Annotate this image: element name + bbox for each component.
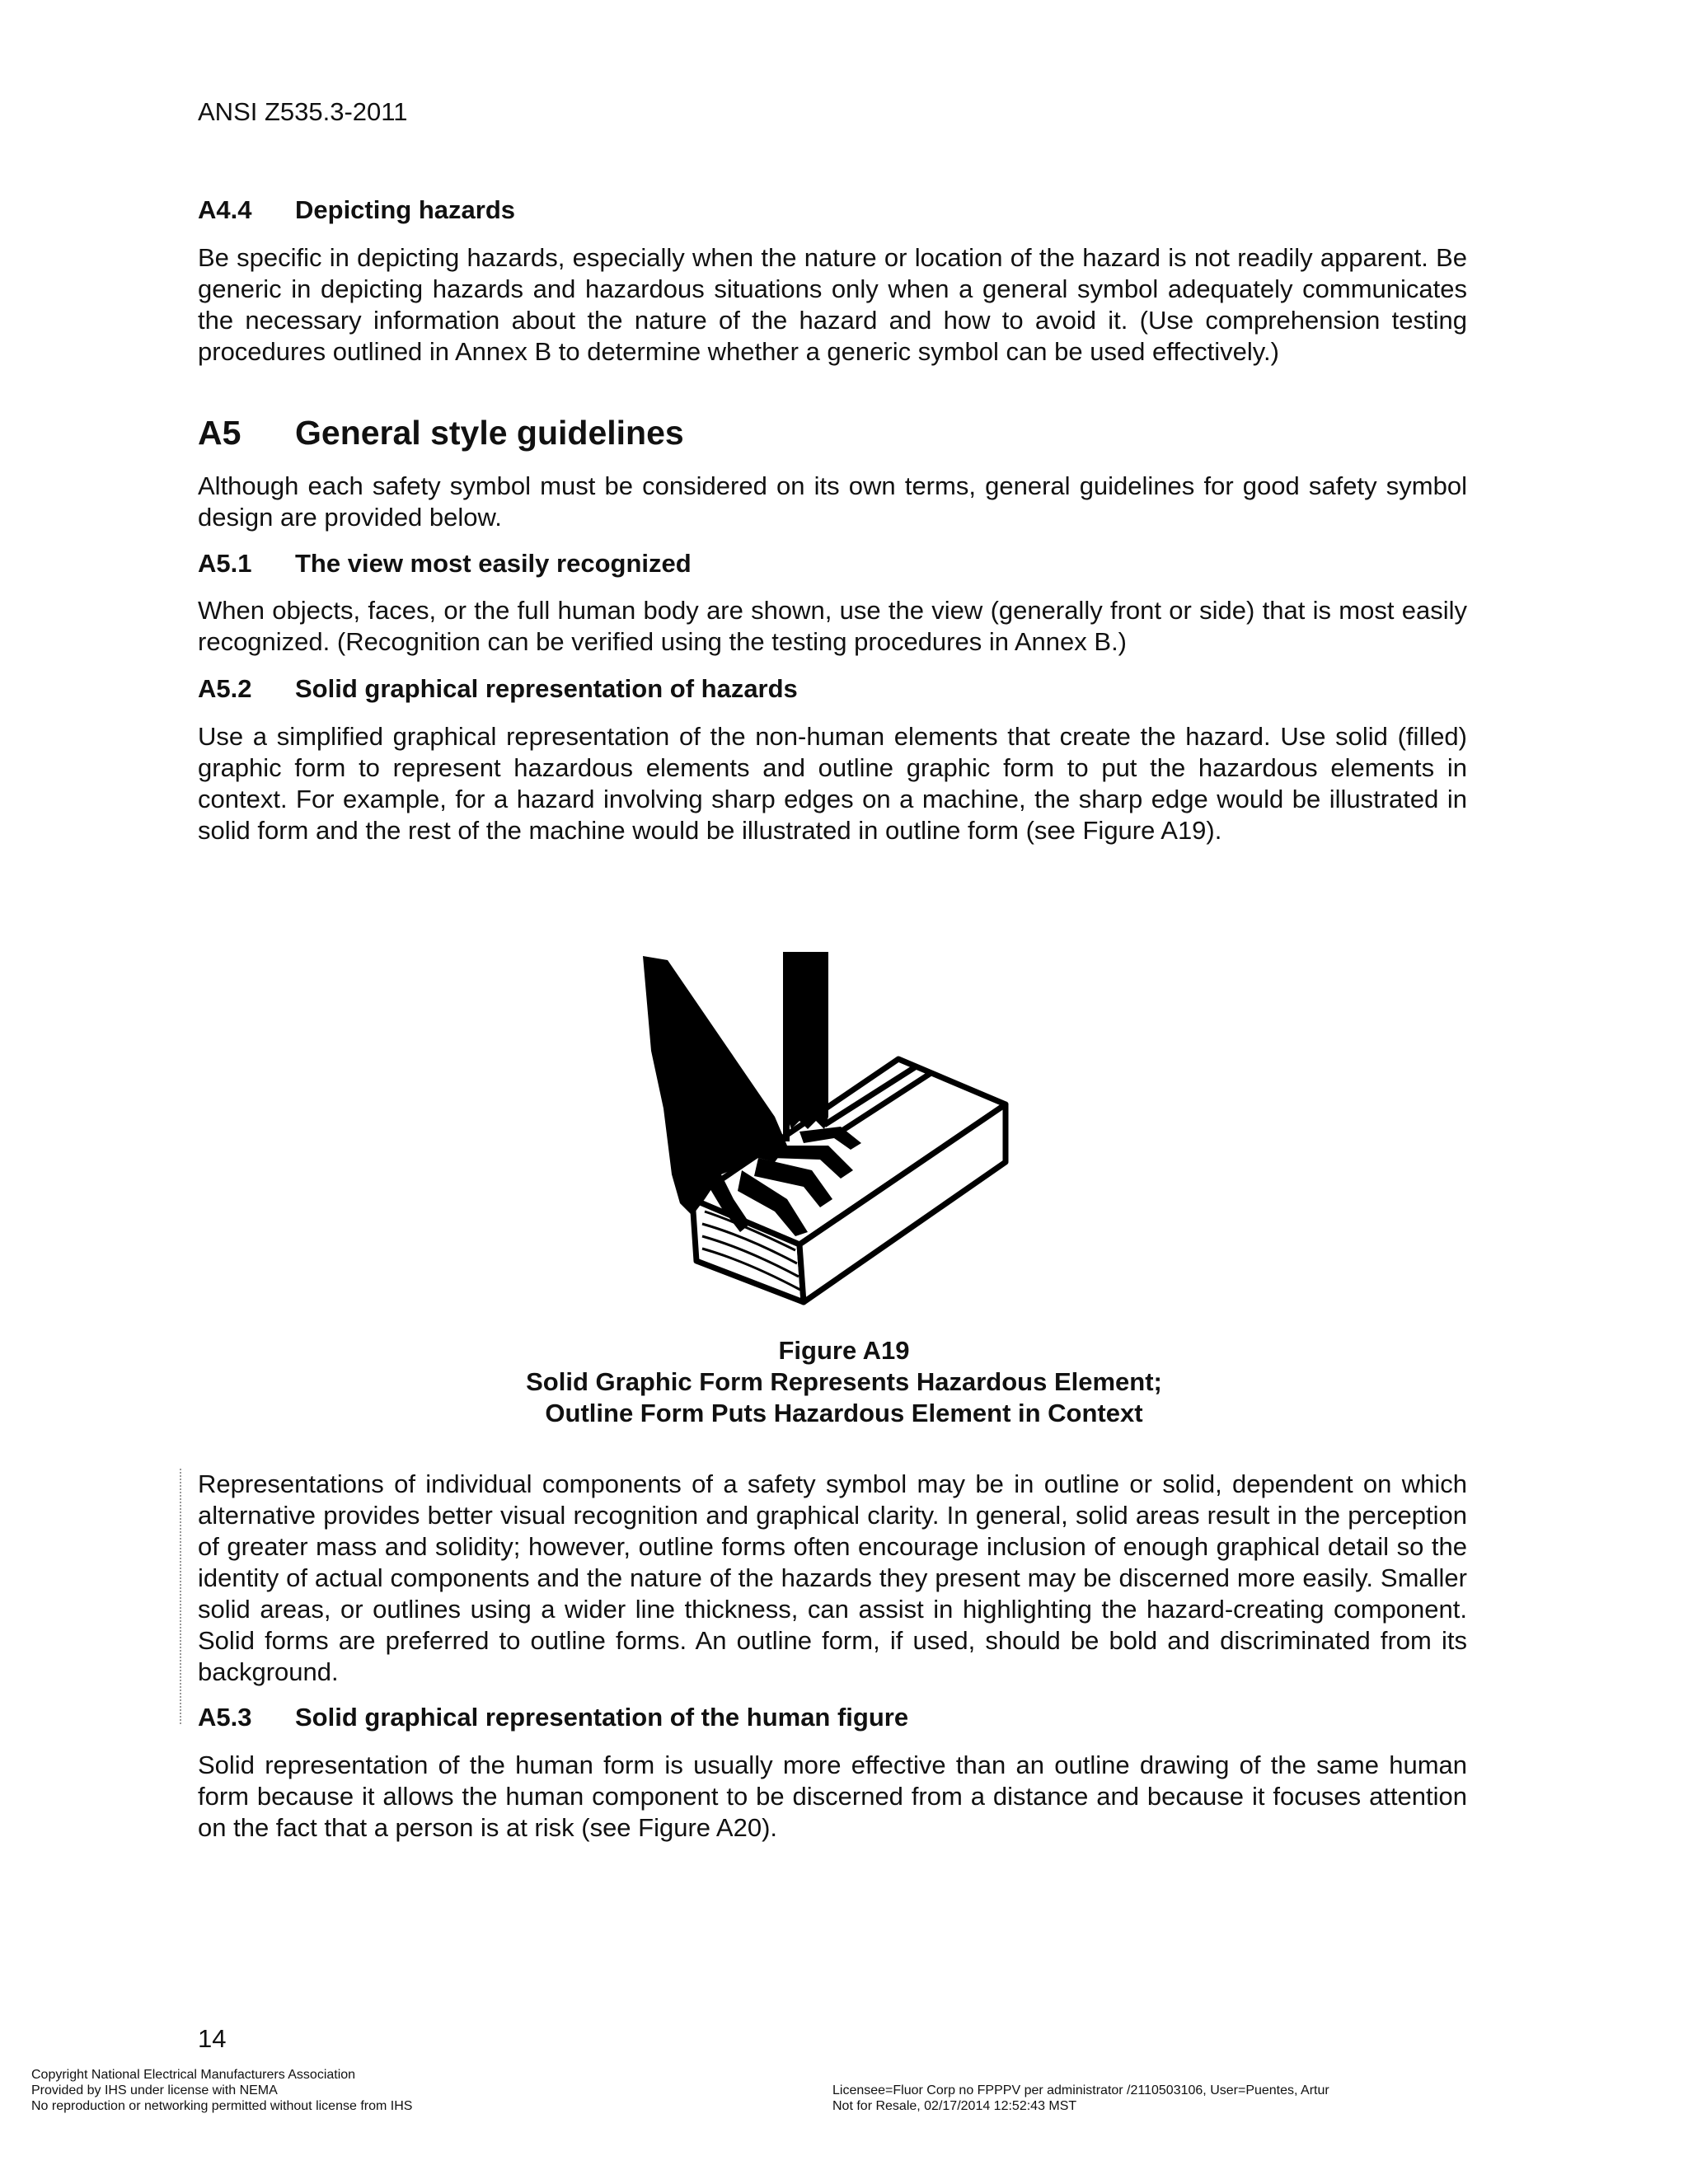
document-header: ANSI Z535.3-2011 <box>198 97 408 126</box>
section-heading-a5-3 <box>198 1703 908 1732</box>
paragraph-a5-1: When objects, faces, or the full human body are shown, use the view (generally front or side) that is most easily recognized. (Recognition can be verified using the testing procedures in Annex B.) <box>198 596 1467 656</box>
footer-left <box>31 2067 412 2114</box>
figure-caption-line1: Solid Graphic Form Represents Hazardous Element; <box>526 1367 1162 1396</box>
section-number: A5.2 <box>198 674 252 703</box>
footer-right <box>832 2083 1329 2114</box>
saw-blade-hand-hazard-icon <box>643 952 1039 1315</box>
page-number: 14 <box>198 2024 227 2053</box>
section-title: Solid graphical representation of the human figure <box>295 1703 909 1732</box>
footer-reproduction: No reproduction or networking permitted without license from IHS <box>31 2099 413 2113</box>
paragraph-a5-3: Solid representation of the human form is usually more effective than an outline drawing of the same human form because it allows the human component to be discerned from a distance and because it focuses attention on the fact that a person is at risk (see Figure A20). <box>198 1750 1467 1842</box>
footer-licensee: Licensee=Fluor Corp no FPPPV per administrator /2110503106, User=Puentes, Artur <box>832 2083 1329 2097</box>
section-title: Solid graphical representation of hazards <box>295 674 798 703</box>
section-number: A5.1 <box>198 549 252 578</box>
paragraph-a5-2: Use a simplified graphical representation of the non-human elements that create the hazard. Use solid (filled) graphic form to represent hazardous elements and outline graphic form to put the hazardous elements in context. For example, for a hazard involving sharp edges on a machine, the sharp edge would be illustrated in solid form and the rest of the machine would be illustrated in outline form (see Figure A19). <box>198 722 1467 845</box>
section-number: A5 <box>198 414 241 452</box>
paragraph-a4-4: Be specific in depicting hazards, especially when the nature or location of the hazard is not readily apparent. Be generic in depicting hazards and hazardous situations only when a general symbol adequately communicates the necessary information about the nature of the hazard and how to avoid it. (Use comprehension testing procedures outlined in Annex B to determine whether a generic symbol can be used effectively.) <box>198 243 1467 366</box>
section-heading-a5-1 <box>198 549 692 579</box>
section-title: The view most easily recognized <box>295 549 692 578</box>
section-title: Depicting hazards <box>295 195 515 224</box>
section-number: A5.3 <box>198 1703 252 1732</box>
section-heading-a5-2 <box>198 674 798 704</box>
paragraph-a5: Although each safety symbol must be considered on its own terms, general guidelines for good safety symbol design are provided below. <box>198 471 1467 532</box>
section-heading-a4-4 <box>198 195 515 225</box>
figure-caption-line2: Outline Form Puts Hazardous Element in Context <box>545 1399 1143 1427</box>
footer-provided: Provided by IHS under license with NEMA <box>31 2083 278 2097</box>
section-heading-a5 <box>198 414 684 452</box>
section-title: General style guidelines <box>295 414 684 452</box>
figure-label: Figure A19 <box>778 1336 910 1365</box>
section-number: A4.4 <box>198 195 252 224</box>
footer-not-for-resale: Not for Resale, 02/17/2014 12:52:43 MST <box>832 2099 1077 2113</box>
margin-marks <box>180 1469 185 1724</box>
paragraph-components: Representations of individual components of a safety symbol may be in outline or solid, dependent on which alternative provides better visual recognition and graphical clarity. In general, solid areas result in the perception of greater mass and solidity; however, outline forms often encourage inclusion of enough graphical detail so the identity of actual components and the nature of the hazards they present may be discerned more easily. Smaller solid areas, or outlines using a wider line thickness, can assist in highlighting the hazard-creating component. Solid forms are preferred to outline forms. An outline form, if used, should be bold and discriminated from its background. <box>198 1469 1467 1686</box>
footer-copyright: Copyright National Electrical Manufacturers Association <box>31 2068 356 2082</box>
